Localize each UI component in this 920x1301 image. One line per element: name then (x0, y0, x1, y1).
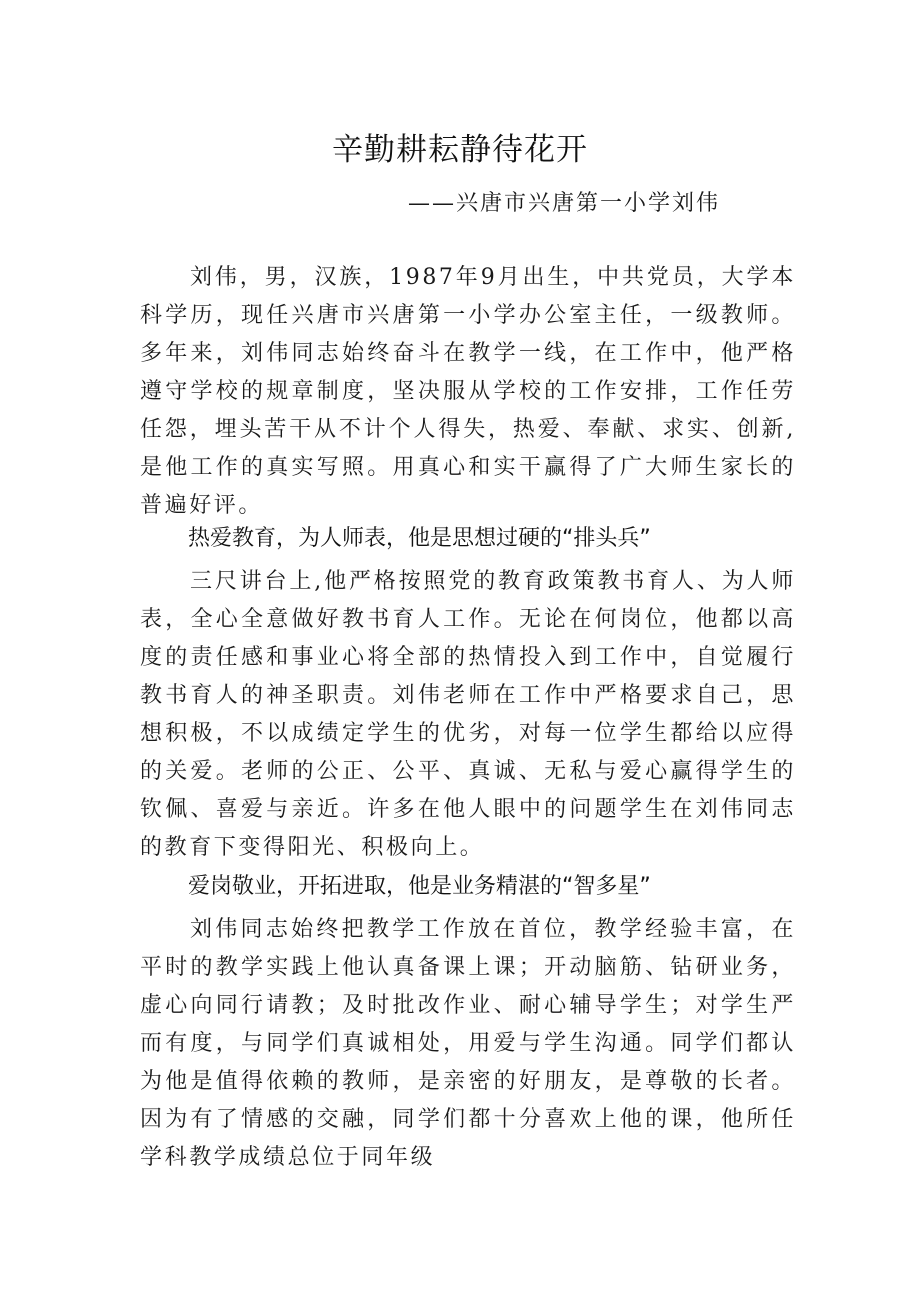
document-subtitle: ——兴唐市兴唐第一小学刘伟 (408, 191, 721, 216)
section-heading-2: 爱岗敬业，开拓进取，他是业务精湛的“智多星” (188, 874, 651, 899)
intro-paragraph: 刘伟，男，汉族，1987年9月出生，中共党员，大学本科学历，现任兴唐市兴唐第一小学办公室主任，一级教师。多年来，刘伟同志始终奋斗在教学一线，在工作中，他严格遵守学校的规章制度，坚决服从学校的工作安排，工作任劳任怨，埋头苦干从不计个人得失，热爱、奉献、求实、创新,是他工作的真实写照。用真心和实干赢得了广大师生家长的普遍好评。 (140, 265, 796, 518)
document-title: 辛勤耕耘静待花开 (332, 132, 588, 168)
section-heading-1: 热爱教育，为人师表，他是思想过硬的“排头兵” (188, 526, 651, 551)
section-paragraph-2: 刘伟同志始终把教学工作放在首位，教学经验丰富，在平时的教学实践上他认真备课上课；开动脑筋、钻研业务，虚心向同行请教；及时批改作业、耐心辅导学生；对学生严而有度，与同学们真诚相处，用爱与学生沟通。同学们都认为他是值得依赖的教师，是亲密的好朋友，是尊敬的长者。因为有了情感的交融，同学们都十分喜欢上他的课，他所任学科教学成绩总位于同年级 (140, 917, 796, 1170)
section-paragraph-1: 三尺讲台上,他严格按照党的教育政策教书育人、为人师表，全心全意做好教书育人工作。无论在何岗位，他都以高度的责任感和事业心将全部的热情投入到工作中，自觉履行教书育人的神圣职责。刘伟老师在工作中严格要求自己，思想积极，不以成绩定学生的优劣，对每一位学生都给以应得的关爱。老师的公正、公平、真诚、无私与爱心赢得学生的钦佩、喜爱与亲近。许多在他人眼中的问题学生在刘伟同志的教育下变得阳光、积极向上。 (140, 569, 796, 860)
